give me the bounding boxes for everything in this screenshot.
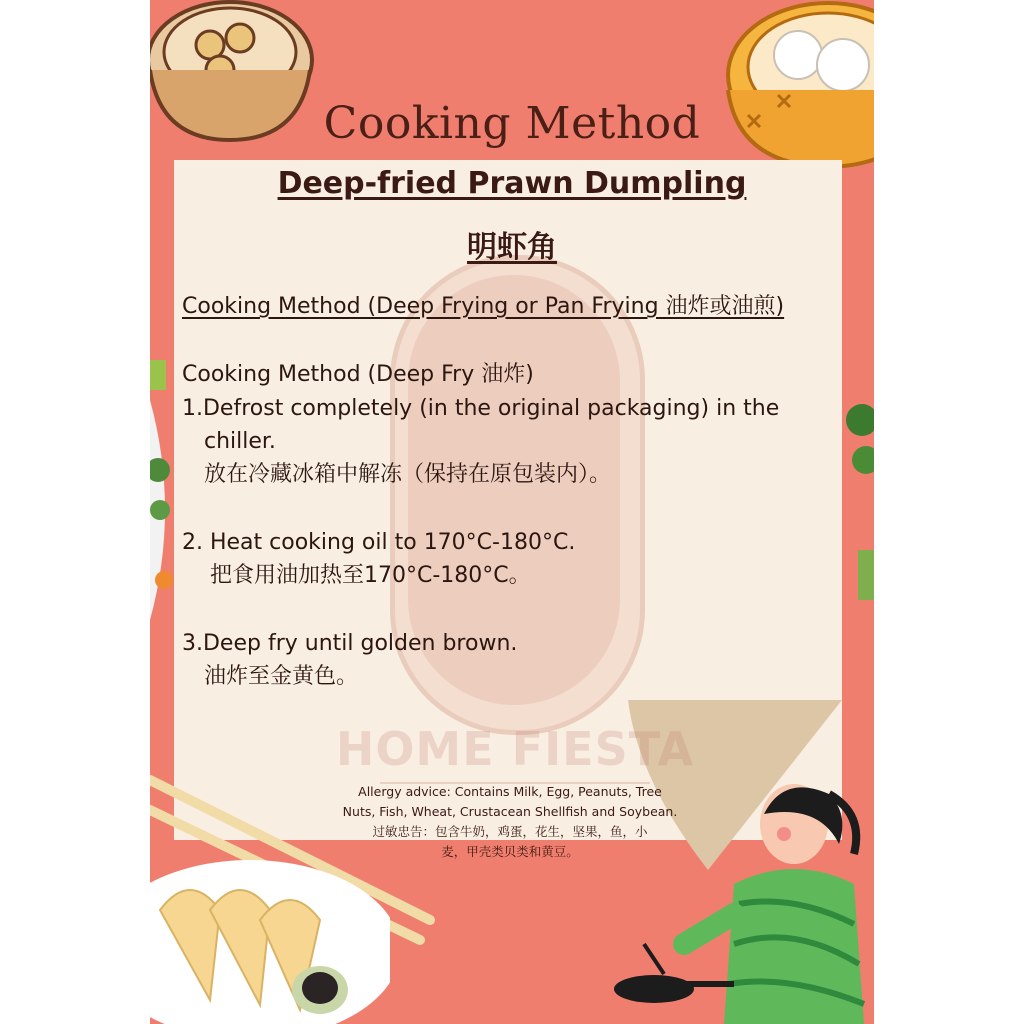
allergy-en-line2: Nuts, Fish, Wheat, Crustacean Shellfish and Soybean. bbox=[342, 804, 678, 819]
cook-illustration bbox=[614, 774, 874, 1024]
dish-title-en: Deep-fried Prawn Dumpling bbox=[277, 166, 747, 201]
step-2 bbox=[182, 526, 575, 592]
method-heading: Cooking Method (Deep Frying or Pan Frying 油炸或油煎) bbox=[182, 294, 785, 319]
watermark-text: HOME FIESTA bbox=[335, 722, 695, 776]
step-2-cn: 把食用油加热至170°C-180°C。 bbox=[210, 563, 531, 588]
step-3 bbox=[182, 627, 517, 693]
allergy-cn-line1: 过敏忠告：包含牛奶，鸡蛋，花生，坚果，鱼，小 bbox=[372, 824, 648, 839]
vegetable-plate-icon bbox=[150, 360, 190, 620]
recipe-poster bbox=[150, 0, 874, 1024]
broccoli-icon bbox=[840, 400, 874, 600]
step-1-cn: 放在冷藏冰箱中解冻（保持在原包装内）。 bbox=[204, 462, 612, 487]
page-heading: Cooking Method bbox=[323, 98, 701, 149]
step-1-en-line2: chiller. bbox=[204, 429, 276, 454]
allergy-en-line1: Allergy advice: Contains Milk, Egg, Peanuts, Tree bbox=[358, 784, 662, 799]
allergy-cn-line2: 麦，甲壳类贝类和黄豆。 bbox=[441, 844, 579, 859]
dumpling-plate-icon bbox=[150, 850, 390, 1024]
step-3-cn: 油炸至金黄色。 bbox=[204, 664, 359, 689]
deep-fry-heading: Cooking Method (Deep Fry 油炸) bbox=[182, 362, 534, 387]
step-1-en-line1: 1.Defrost completely (in the original packaging) in the bbox=[182, 396, 780, 421]
step-2-en: 2. Heat cooking oil to 170°C-180°C. bbox=[182, 530, 576, 555]
dish-title-cn: 明虾角 bbox=[467, 230, 557, 265]
step-1 bbox=[182, 392, 779, 491]
step-3-en: 3.Deep fry until golden brown. bbox=[182, 631, 518, 656]
